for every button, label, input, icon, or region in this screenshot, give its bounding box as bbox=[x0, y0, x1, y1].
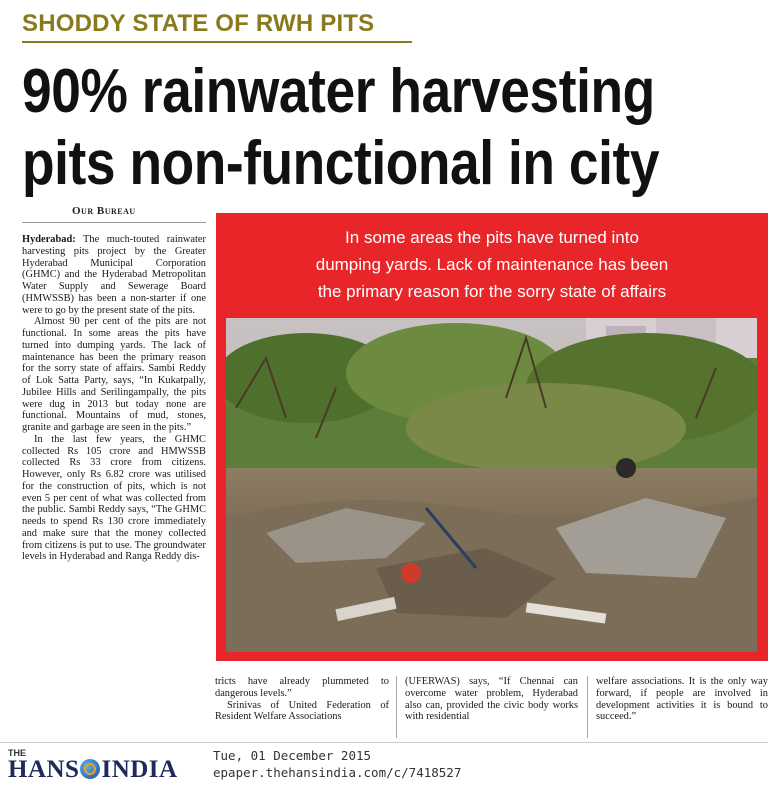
footer-divider bbox=[0, 742, 768, 743]
caption-line: dumping yards. Lack of maintenance has been bbox=[315, 255, 669, 274]
paragraph: Srinivas of United Federation of Resident Welfare Associations bbox=[215, 699, 389, 723]
epaper-url[interactable]: epaper.thehansindia.com/c/7418527 bbox=[213, 765, 462, 780]
logo-the: THE bbox=[8, 748, 26, 758]
column-divider bbox=[587, 676, 588, 738]
headline-line-1: 90% rainwater harvesting bbox=[22, 57, 655, 126]
article-column-2 bbox=[215, 676, 389, 723]
article-column-1 bbox=[22, 234, 206, 563]
photo-caption bbox=[216, 224, 768, 305]
rwh-pit-photo-illustration bbox=[226, 318, 757, 652]
logo-india: INDIA bbox=[101, 756, 178, 783]
section-kicker: SHODDY STATE OF RWH PITS bbox=[22, 10, 375, 37]
paragraph: Almost 90 per cent of the pits are not functional. In some areas the pits have turned into dumping yards. The lack of maintenance has been the primary reason for the sorry state of affairs. Sambi Reddy of Lok Satta Party, says, “In Kukatpally, Jubilee Hills and Serilingampally, the pits were dug in 2013 but today none are functional. Mountains of mud, stones, granite and garbage are seen in the pits.” bbox=[22, 316, 206, 433]
logo-wordmark bbox=[8, 756, 178, 784]
edition-date: Tue, 01 December 2015 bbox=[213, 748, 372, 763]
paragraph: tricts have already plummeted to dangerous levels.” bbox=[215, 676, 389, 699]
caption-line: the primary reason for the sorry state of affairs bbox=[317, 282, 667, 301]
paragraph-text: The much-touted rainwater harvesting pits project by the Greater Hyderabad Municipal Corporation (GHMC) and the Hyderabad Metropolitan Water Supply and Sewerage Board (HMWSSB) has been a non-starter if one were to go by the present state of the pits. bbox=[22, 234, 206, 316]
paragraph bbox=[22, 234, 206, 316]
paragraph: (UFERWAS) says, “If Chennai can overcome water problem, Hyderabad also can, provided the civic body works with residential bbox=[405, 676, 578, 723]
globe-icon bbox=[80, 759, 100, 779]
headline-line-2: pits non-functional in city bbox=[22, 129, 660, 198]
column-divider bbox=[396, 676, 397, 738]
dateline: Hyderabad: bbox=[22, 234, 76, 245]
logo-hans: HANS bbox=[8, 756, 80, 783]
article-column-3 bbox=[405, 676, 578, 723]
paragraph: In the last few years, the GHMC collected Rs 105 crore and HMWSSB collected Rs 33 crore from citizens. However, only Rs 6.82 crore was utilised for the construction of pits, which is not even 5 per cent of what was collected from the public. Sambi Reddy says, “The GHMC needs to spend Rs 130 crore immediately and make sure that the money collected from citizens is put to use. The groundwater levels in Hyderabad and Ranga Reddy dis- bbox=[22, 433, 206, 563]
article-photo bbox=[226, 318, 757, 652]
byline: Our Bureau bbox=[72, 205, 136, 217]
kicker-underline bbox=[22, 41, 412, 43]
byline-divider bbox=[22, 222, 206, 223]
caption-line: In some areas the pits have turned into bbox=[345, 228, 639, 247]
article-column-4 bbox=[596, 676, 768, 723]
paragraph: welfare associations. It is the only way forward, if people are involved in development activities it is bound to succeed.” bbox=[596, 676, 768, 723]
